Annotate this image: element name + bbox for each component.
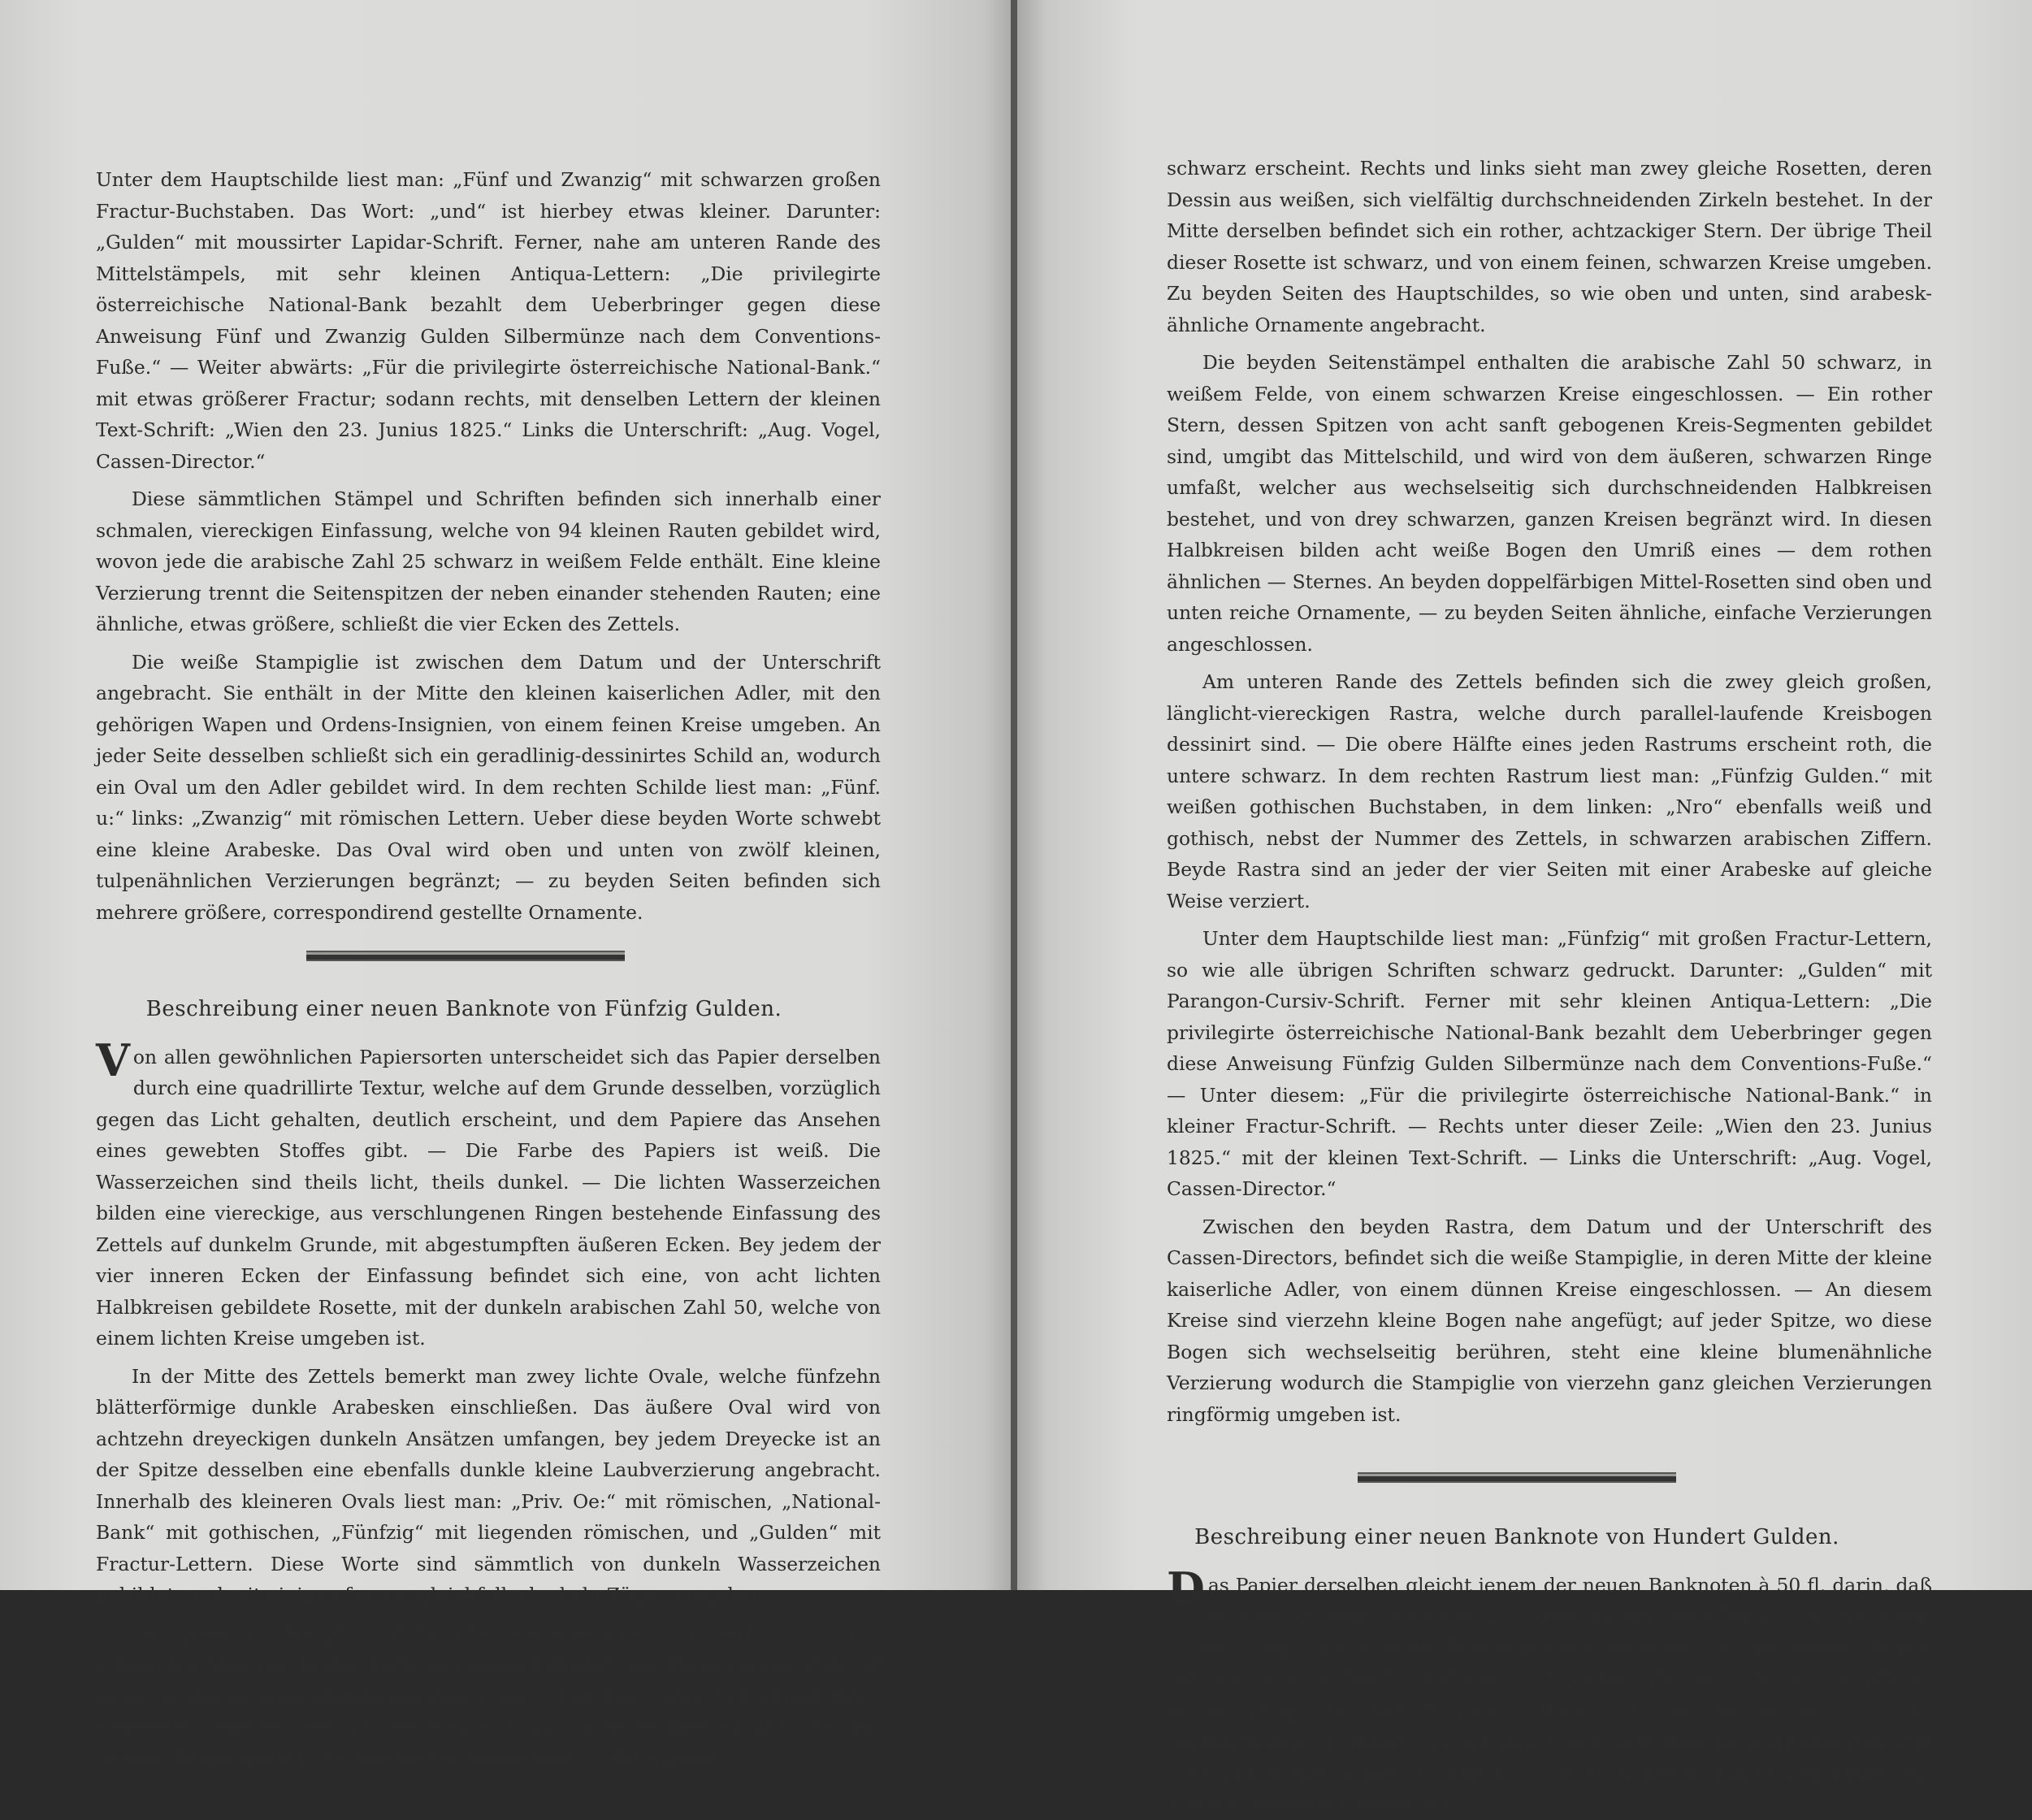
drop-cap: V xyxy=(96,1034,130,1086)
section-heading: Beschreibung einer neuen Banknote von Fünfzig Gulden. xyxy=(145,997,782,1021)
section-divider xyxy=(306,951,625,961)
paragraph: schwarz erscheint. Rechts und links sieht man zwey gleiche Rosetten, deren Dessin aus weißen, sich vielfältig durchschneidenden Zirkeln bestehet. In der Mitte derselben befindet sich ein rother, achtzackiger Stern. Der übrige Theil dieser Rosette ist schwarz, und von einem feinen, schwarzen Kreise umgeben. Zu beyden Seiten des Hauptschildes, so wie oben und unten, sind arabesk-ähnliche Ornamente angebracht. xyxy=(1167,157,1932,336)
paragraph: In der Mitte des Zettels bemerkt man zwey lichte Ovale, welche fünfzehn blätterförmige dunkle Arabesken einschließen. Das äußere Oval wird von achtzehn dreyeckigen dunkeln Ansätzen umfangen, bey jedem Dreyecke ist an der Spitze desselben eine ebenfalls dunkle kleine Laubverzierung angebracht. Innerhalb des kleineren Ovals liest man: „Priv. Oe:“ mit römischen, „National-Bank“ mit gothischen, „Fünfzig“ mit liegenden römischen, und „Gulden“ mit Fractur-Lettern. Diese Worte sind sämmtlich von dunkeln Wasserzeichen gebildet, und mit einigen freyen, gleichfalls dunkeln Zügen umgeben. xyxy=(96,1364,881,1606)
paragraph-body: on allen gewöhnlichen Papiersorten unterscheidet sich das Papier derselben durch eine quadrillirte Textur, welche auf dem Grunde desselben, vorzüglich gegen das Licht gehalten, deutlich erscheint, und dem Papiere das Ansehen eines gewebten Stoffes gibt. — Die Farbe des Papiers ist weiß. Die Wasserzeichen sind theils licht, theils dunkel. — Die lichten Wasserzeichen bilden eine viereckige, aus verschlungenen Ringen bestehende Einfassung des Zettels auf dunkelm Grunde, mit abgestumpften äußeren Ecken. Bey jedem der vier inneren Ecken der Einfassung befindet sich eine, von acht lichten Halbkreisen gebildete Rosette, mit der dunkeln arabischen Zahl 50, welche von einem lichten Kreise umgeben ist. xyxy=(96,1045,881,1350)
paragraph: Am unteren Rande des Zettels befinden sich die zwey gleich großen, länglicht-viereckigen Rastra, welche durch parallel-laufende Kreisbogen dessinirt sind. — Die obere Hälfte eines jeden Rastrums erscheint roth, die untere schwarz. In dem rechten Rastrum liest man: „Fünfzig Gulden.“ mit weißen gothischen Buchstaben, in dem linken: „Nro“ ebenfalls weiß und gothisch, nebst der Nummer des Zettels, in schwarzen arabischen Ziffern. Beyde Rastra sind an jeder der vier Seiten mit einer Arabeske auf gleiche Weise verziert. xyxy=(1167,670,1932,912)
paragraph: Zwischen den beyden Rastra, dem Datum und der Unterschrift des Cassen-Directors, befindet sich die weiße Stampiglie, in deren Mitte der kleine kaiserliche Adler, von einem dünnen Kreise eingeschlossen. — An diesem Kreise sind vierzehn kleine Bogen nahe angefügt; auf jeder Spitze, wo diese Bogen sich wechselseitig berühren, steht eine kleine blumenähnliche Verzierung wodurch die Stampiglie von vierzehn ganz gleichen Verzierungen ringförmig umgeben ist. xyxy=(1167,1215,1932,1426)
section-divider xyxy=(1358,1472,1676,1483)
paragraph: Unter dem Hauptschilde liest man: „Fünfzig“ mit großen Fractur-Lettern, so wie alle übrigen Schriften schwarz gedruckt. Darunter: „Gulden“ mit Parangon-Cursiv-Schrift. Ferner mit sehr kleinen Antiqua-Lettern: „Die privilegirte österreichische National-Bank bezahlt dem Ueberbringer gegen diese Anweisung Fünfzig Gulden Silbermünze nach dem Conventions-Fuße.“ — Unter diesem: „Für die privilegirte österreichische National-Bank.“ in kleiner Fractur-Schrift. — Rechts unter dieser Zeile: „Wien den 23. Junius 1825.“ mit der kleinen Text-Schrift. — Links die Unterschrift: „Aug. Vogel, Cassen-Director.“ xyxy=(1167,927,1932,1200)
paragraph: Unter dem Hauptschilde liest man: „Fünf und Zwanzig“ mit schwarzen großen Fractur-Buchstaben. Das Wort: „und“ ist hierbey etwas kleiner. Darunter: „Gulden“ mit moussirter Lapidar-Schrift. Ferner, nahe am unteren Rande des Mittelstämpels, mit sehr kleinen Antiqua-Lettern: „Die privilegirte österreichische National-Bank bezahlt dem Ueberbringer gegen diese Anweisung Fünf und Zwanzig Gulden Silbermünze nach dem Conventions-Fuße.“ — Weiter abwärts: „Für die privilegirte österreichische National-Bank.“ mit etwas größerer Fractur; sodann rechts, mit denselben Lettern der kleinen Text-Schrift: „Wien den 23. Junius 1825.“ Links die Unterschrift: „Aug. Vogel, Cassen-Director.“ xyxy=(96,168,881,473)
right-page xyxy=(1017,0,2032,1815)
section-heading: Beschreibung einer neuen Banknote von Hundert Gulden. xyxy=(1194,1525,1839,1549)
left-text-column xyxy=(96,164,881,1774)
paragraph: Die beyden Seitenstämpel enthalten die arabische Zahl 50 schwarz, in weißem Felde, von einem schwarzen Kreise eingeschlossen. — Ein rother Stern, dessen Spitzen von acht sanft gebogenen Kreis-Segmenten gebildet sind, umgibt das Mittelschild, und wird von dem äußeren, schwarzen Ringe umfaßt, welcher aus wechselseitig sich durchschneidenden Halbkreisen bestehet, und von drey schwarzen, ganzen Kreisen begränzt wird. In diesen Halbkreisen bilden acht weiße Bogen den Umriß eines — dem rothen ähnlichen — Sternes. An beyden doppelfärbigen Mittel-Rosetten sind oben und unten reiche Ornamente, — zu beyden Seiten ähnliche, einfache Verzierungen angeschlossen. xyxy=(1167,351,1932,656)
right-text-column xyxy=(1167,153,1932,1820)
left-page xyxy=(0,0,1014,1770)
paragraph: Diese sämmtlichen Stämpel und Schriften befinden sich innerhalb einer schmalen, viereckigen Einfassung, welche von 94 kleinen Rauten gebildet wird, wovon jede die arabische Zahl 25 schwarz in weißem Felde enthält. Eine kleine Verzierung trennt die Seitenspitzen der neben einander stehenden Rauten; eine ähnliche, etwas größere, schließt die vier Ecken des Zettels. xyxy=(96,488,881,635)
paragraph xyxy=(1167,1562,1932,1820)
paragraph: Die weiße Stampiglie ist zwischen dem Datum und der Unterschrift angebracht. Sie enthält in der Mitte den kleinen kaiserlichen Adler, mit den gehörigen Wapen und Ordens-Insignien, von einem feinen Kreise umgeben. An jeder Seite desselben schließt sich ein geradlinig-dessinirtes Schild an, wodurch ein Oval um den Adler gebildet wird. In dem rechten Schilde liest man: „Fünf. u:“ links: „Zwanzig“ mit römischen Lettern. Ueber diese beyden Worte schwebt eine kleine Arabeske. Das Oval wird oben und unten von zwölf kleinen, tulpenähnlichen Verzierungen begränzt; — zu beyden Seiten befinden sich mehrere größere, correspondirend gestellte Ornamente. xyxy=(96,650,881,924)
paragraph: Das gedruckte Hauptschild bestehet aus einem reich verzierten, roth und schwarzen Stämpel. In der Mitte desselben befindet sich die arabische Zahl 50 weiß, in einem geradlinig-dessinirten Felde, oben und unten von einem Ring-Segmente umgeben, welches von weißen verschlungenen Kreisen gebildet, und in zwey Bogen getheilt ist, wovon der innere roth, — der äußere xyxy=(96,1621,881,1770)
paragraph-body: as Papier derselben gleicht jenem der neuen Banknoten à 50 fl. darin, daß es eben so weiß, mit einer ähnlichen quadrillirten Textur, und theils mit lichten, theils mit dunkeln Wasserzeichen versehen ist. Am oberen Rande befindet sich das Wort: „National“ mit großen, dunkeln, römischen Lettern; ferner mit gleicher Schrift, unten: „Bank“ mit zwey Verzierungen; und zu beyden Seiten: „Hundert.“ In den vier Ecken sieht man die arabische Zahl 100 licht und dunkel schattirt. Innerhalb dieser Schriften bilden vier Linien ein Viereck, wovon die obere und xyxy=(1167,1573,1932,1815)
paragraph xyxy=(96,1034,881,1354)
drop-cap: D xyxy=(1167,1562,1205,1614)
